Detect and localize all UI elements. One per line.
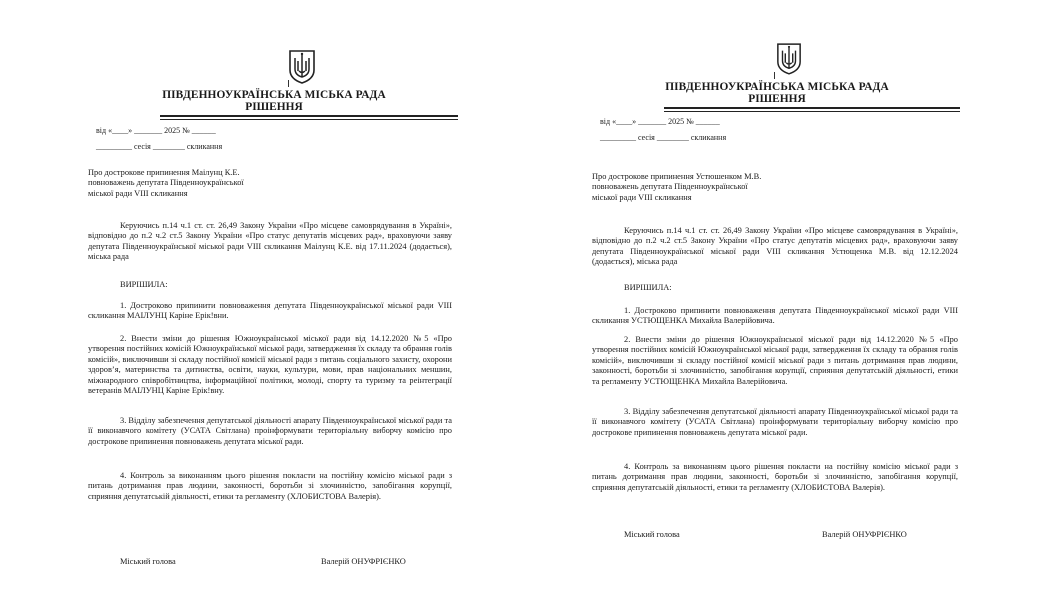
decision-title: РІШЕННЯ: [748, 93, 806, 105]
item-3: 3. Відділу забезпечення депутатської діяльності апарату Південноукраїнської міської ради та її виконавчого комітету (УСАТА Світлана) проінформувати територіальну виборчу комісію про дострокове припинення повноважень депутата міської ради.: [88, 416, 452, 446]
header-rule-thin: [664, 111, 960, 112]
date-line: від «____» _______ 2025 № ______: [96, 126, 216, 135]
header-rule: [160, 115, 458, 117]
session-line: _________ сесія ________ скликання: [96, 142, 223, 151]
mayor-name: Валерій ОНУФРІЄНКО: [822, 530, 907, 539]
decided-heading: ВИРІШИЛА:: [624, 283, 672, 292]
decision-subject: Про дострокове припинення Маілунц К.Е. повноважень депутата Південноукраїнської міської ради VIII скликання: [88, 168, 244, 198]
item-3: 3. Відділу забезпечення депутатської діяльності апарату Південноукраїнської міської ради та її виконавчого комітету (УСАТА Світлана) проінформувати територіальну виборчу комісію про дострокове припинення повноважень депутата міської ради.: [592, 407, 958, 437]
mayor-name: Валерій ОНУФРІЄНКО: [321, 557, 406, 566]
item-2: 2. Внести зміни до рішення Южноукраїнської міської ради від 14.12.2020 №5 «Про утворення постійних комісій Южноукраїнської міської ради, затвердження їх складу та обрання голів комісій», виключивши зі складу постійної комісії міської ради з питань соціального захисту, охорони здоров’я, материнства та дитинства, освіти, науки, культури, мови, прав національних меншин, міжнародного співробітництва, інформаційної політики, молоді, спорту та туризму та реінтеграції ветеранів МАІЛУНЦ Каріне Ерік!вну.: [88, 334, 452, 396]
header-rule-thin: [160, 119, 458, 120]
decision-subject: Про дострокове припинення Устюшенком М.В. повноважень депутата Південноукраїнської міської ради VIII скликання: [592, 172, 762, 202]
date-line: від «____» _______ 2025 № ______: [600, 117, 720, 126]
session-line: _________ сесія ________ скликання: [600, 133, 727, 142]
header-rule: [664, 107, 960, 109]
coat-of-arms-icon: [776, 42, 802, 81]
decision-title: РІШЕННЯ: [245, 101, 303, 113]
mayor-label: Міський голова: [624, 530, 680, 539]
mayor-label: Міський голова: [120, 557, 176, 566]
item-1: 1. Достроково припинити повноваження депутата Південноукраїнської міської ради VIII скликання УСТЮЩЕНКА Михайла Валерійовича.: [592, 306, 958, 326]
council-name: ПІВДЕННОУКРАЇНСЬКА МІСЬКА РАДА: [665, 81, 889, 93]
item-1: 1. Достроково припинити повноваження депутата Південноукраїнської міської ради VIII скликання МАІЛУНЦ Каріне Ерік!вни.: [88, 301, 452, 321]
decided-heading: ВИРІШИЛА:: [120, 280, 168, 289]
item-2: 2. Внести зміни до рішення Южноукраїнської міської ради від 14.12.2020 №5 «Про утворення постійних комісій Южноукраїнської міської ради, затвердження їх складу та обрання голів комісій», виключивши зі складу постійної комісії міської ради з питань дотримання прав людини, законності, боротьби зі злочинністю, запобігання корупції, сприяння депутатській діяльності, етики та регламенту УСТЮЩЕНКА Михайла Валерійовича.: [592, 335, 958, 386]
item-4: 4. Контроль за виконанням цього рішення покласти на постійну комісію міської ради з питань дотримання прав людини, законності, боротьби зі злочинністю, запобігання корупції, сприяння депутатській діяльності, етики та регламенту (ХЛОБИСТОВА Валерія).: [592, 462, 958, 492]
preamble: Керуючись п.14 ч.1 ст. ст. 26,49 Закону України «Про місцеве самоврядування в Україні», відповідно до п.2 ч.2 ст.5 Закону України «Про статус депутатів місцевих рад», враховуючи заяву депутата Південноукраїнської міської ради VIII скликання Устющенка М.В. від 12.12.2024 (додається), міська рада: [592, 226, 958, 267]
council-name: ПІВДЕННОУКРАЇНСЬКА МІСЬКА РАДА: [162, 89, 386, 101]
coat-of-arms-icon: [288, 50, 316, 89]
item-4: 4. Контроль за виконанням цього рішення покласти на постійну комісію міської ради з питань дотримання прав людини, законності, боротьби зі злочинністю, запобігання корупції, сприяння депутатській діяльності, етики та регламенту (ХЛОБИСТОВА Валерія).: [88, 471, 452, 501]
preamble: Керуючись п.14 ч.1 ст. ст. 26,49 Закону України «Про місцеве самоврядування в Україні», відповідно до п.2 ч.2 ст.5 Закону України «Про статус депутатів місцевих рад», враховуючи заяву депутата Південноукраїнської міської ради VIII скликання Маілунц К.Е. від 17.11.2024 (додається), міська рада: [88, 221, 452, 262]
